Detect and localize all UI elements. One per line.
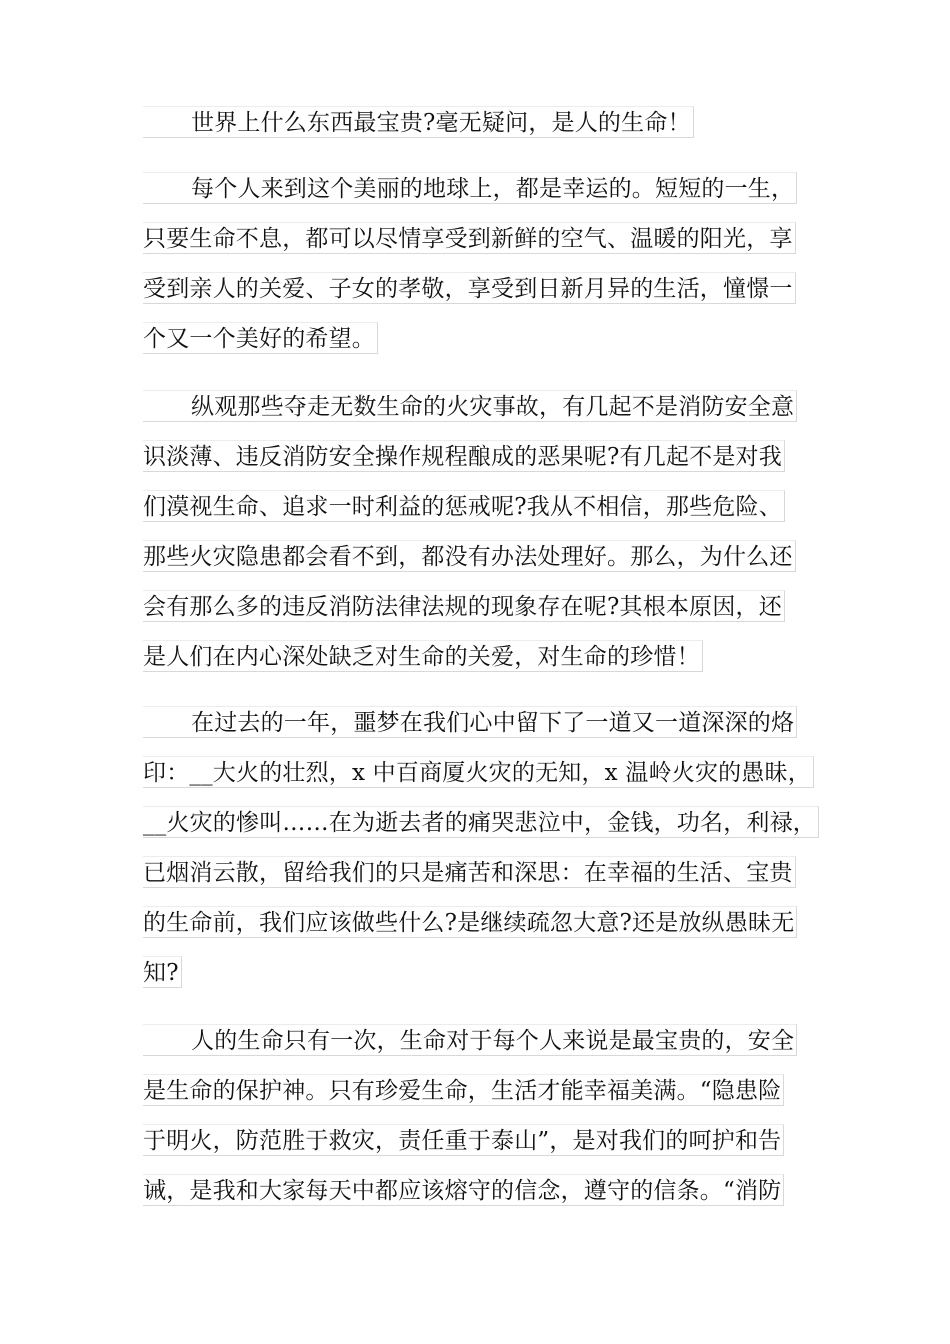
- text-line: 识淡薄、违反消防安全操作规程酿成的恶果呢?有几起不是对我: [143, 440, 785, 472]
- text-line: 们漠视生命、追求一时利益的惩戒呢?我从不相信，那些危险、: [143, 490, 785, 522]
- text-line: 诫，是我和大家每天中都应该熔守的信念，遵守的信条。“消防: [143, 1174, 784, 1206]
- text-line: 的生命前，我们应该做些什么?是继续疏忽大意?还是放纵愚昧无: [143, 906, 797, 938]
- text-line: 已烟消云散，留给我们的只是痛苦和深思：在幸福的生活、宝贵: [143, 856, 796, 888]
- text-line: 个又一个美好的希望。: [143, 322, 378, 354]
- text-line: 只要生命不息，都可以尽情享受到新鲜的空气、温暖的阳光，享: [143, 222, 796, 254]
- text-line: __火灾的惨叫……在为逝去者的痛哭悲泣中，金钱，功名，利禄，: [143, 806, 819, 838]
- text-line: 在过去的一年，噩梦在我们心中留下了一道又一道深深的烙: [143, 706, 797, 738]
- text-line: 世界上什么东西最宝贵?毫无疑问，是人的生命！: [143, 106, 694, 138]
- text-line: 那些火灾隐患都会看不到，都没有办法处理好。那么，为什么还: [143, 540, 796, 572]
- text-line: 纵观那些夺走无数生命的火灾事故，有几起不是消防安全意: [143, 390, 797, 422]
- text-line: 是生命的保护神。只有珍爱生命，生活才能幸福美满。“隐患险: [143, 1074, 784, 1106]
- text-line: 于明火，防范胜于救灾，责任重于泰山”，是对我们的呵护和告: [143, 1124, 784, 1156]
- text-line: 受到亲人的关爱、子女的孝敬，享受到日新月异的生活，憧憬一: [143, 272, 796, 304]
- text-line: 知?: [143, 956, 182, 988]
- text-line: 印：__大火的壮烈，x 中百商厦火灾的无知，x 温岭火灾的愚昧，: [143, 756, 814, 788]
- text-line: 每个人来到这个美丽的地球上，都是幸运的。短短的一生，: [143, 172, 797, 204]
- text-line: 是人们在内心深处缺乏对生命的关爱，对生命的珍惜！: [143, 640, 703, 672]
- text-line: 会有那么多的违反消防法律法规的现象存在呢?其根本原因，还: [143, 590, 785, 622]
- text-line: 人的生命只有一次，生命对于每个人来说是最宝贵的，安全: [143, 1024, 797, 1056]
